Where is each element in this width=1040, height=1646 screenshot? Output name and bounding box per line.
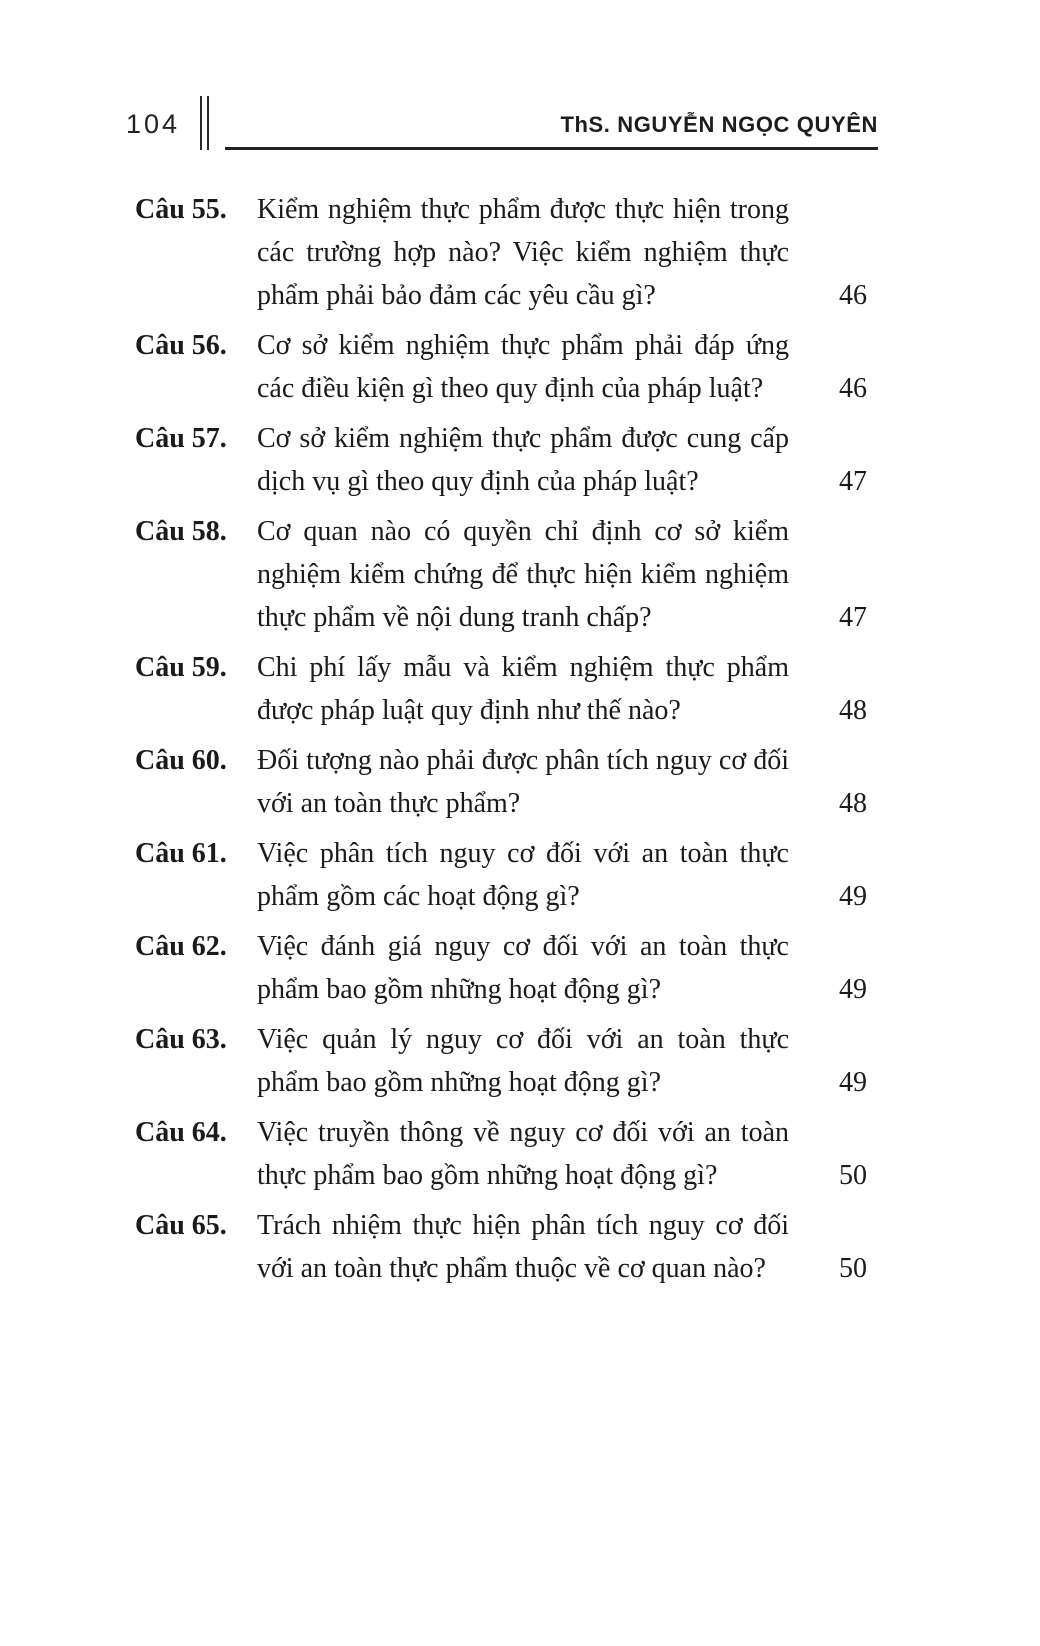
toc-entry-label: Câu 55.: [135, 194, 227, 225]
page-header: [126, 96, 878, 150]
toc-entry: [135, 417, 867, 503]
toc-entry-label: Câu 63.: [135, 1024, 227, 1055]
header-divider-icon: [200, 96, 209, 150]
toc-entry: [135, 324, 867, 410]
toc-entry: [135, 925, 867, 1011]
toc-entry-page: 49: [839, 1067, 867, 1098]
toc-entry-page: 50: [839, 1160, 867, 1191]
toc-entry-label: Câu 61.: [135, 838, 227, 869]
toc-entry: [135, 832, 867, 918]
toc-entry-text: Chi phí lấy mẫu và kiểm nghiệm thực phẩm được pháp luật quy định như thế nào?: [257, 652, 789, 726]
header-rule: [225, 112, 878, 150]
toc-entry-text: Kiểm nghiệm thực phẩm được thực hiện trong các trường hợp nào? Việc kiểm nghiệm thực phẩm phải bảo đảm các yêu cầu gì?: [257, 194, 789, 311]
toc-entry-text: Cơ sở kiểm nghiệm thực phẩm phải đáp ứng các điều kiện gì theo quy định của pháp luật?: [257, 330, 789, 404]
toc-entry-label: Câu 57.: [135, 423, 227, 454]
toc-entry-label: Câu 59.: [135, 652, 227, 683]
toc-entry-page: 46: [839, 280, 867, 311]
toc-entry-page: 47: [839, 602, 867, 633]
toc-entry-text: Việc truyền thông về nguy cơ đối với an toàn thực phẩm bao gồm những hoạt động gì?: [257, 1117, 789, 1191]
toc-entry-label: Câu 58.: [135, 516, 227, 547]
toc-entry-label: Câu 62.: [135, 931, 227, 962]
toc-entry: [135, 510, 867, 639]
toc-entry-page: 49: [839, 881, 867, 912]
toc-entry: [135, 646, 867, 732]
toc-entry-page: 49: [839, 974, 867, 1005]
author-header: ThS. NGUYỄN NGỌC QUYÊN: [560, 112, 878, 137]
toc-entry: [135, 739, 867, 825]
toc-entry-text: Việc đánh giá nguy cơ đối với an toàn thực phẩm bao gồm những hoạt động gì?: [257, 931, 789, 1005]
toc-entry-page: 50: [839, 1253, 867, 1284]
toc-entry-text: Việc quản lý nguy cơ đối với an toàn thực phẩm bao gồm những hoạt động gì?: [257, 1024, 789, 1098]
page-number: 104: [126, 109, 181, 139]
toc-entry-text: Trách nhiệm thực hiện phân tích nguy cơ đối với an toàn thực phẩm thuộc về cơ quan nào?: [257, 1210, 789, 1284]
toc-entry: [135, 1204, 867, 1290]
toc-entry-text: Đối tượng nào phải được phân tích nguy cơ đối với an toàn thực phẩm?: [257, 745, 789, 819]
toc-entry: [135, 1111, 867, 1197]
toc-entry-label: Câu 56.: [135, 330, 227, 361]
toc-entry-page: 48: [839, 788, 867, 819]
toc-entry-label: Câu 60.: [135, 745, 227, 776]
toc-entry-text: Việc phân tích nguy cơ đối với an toàn thực phẩm gồm các hoạt động gì?: [257, 838, 789, 912]
toc-entry-page: 48: [839, 695, 867, 726]
toc-entry-text: Cơ sở kiểm nghiệm thực phẩm được cung cấp dịch vụ gì theo quy định của pháp luật?: [257, 423, 789, 497]
toc-entry-text: Cơ quan nào có quyền chỉ định cơ sở kiểm nghiệm kiểm chứng để thực hiện kiểm nghiệm thực phẩm về nội dung tranh chấp?: [257, 516, 789, 633]
toc-list: [135, 188, 867, 1297]
toc-entry: [135, 1018, 867, 1104]
toc-entry-label: Câu 65.: [135, 1210, 227, 1241]
toc-entry-page: 47: [839, 466, 867, 497]
toc-entry-label: Câu 64.: [135, 1117, 227, 1148]
toc-entry-page: 46: [839, 373, 867, 404]
toc-entry: [135, 188, 867, 317]
